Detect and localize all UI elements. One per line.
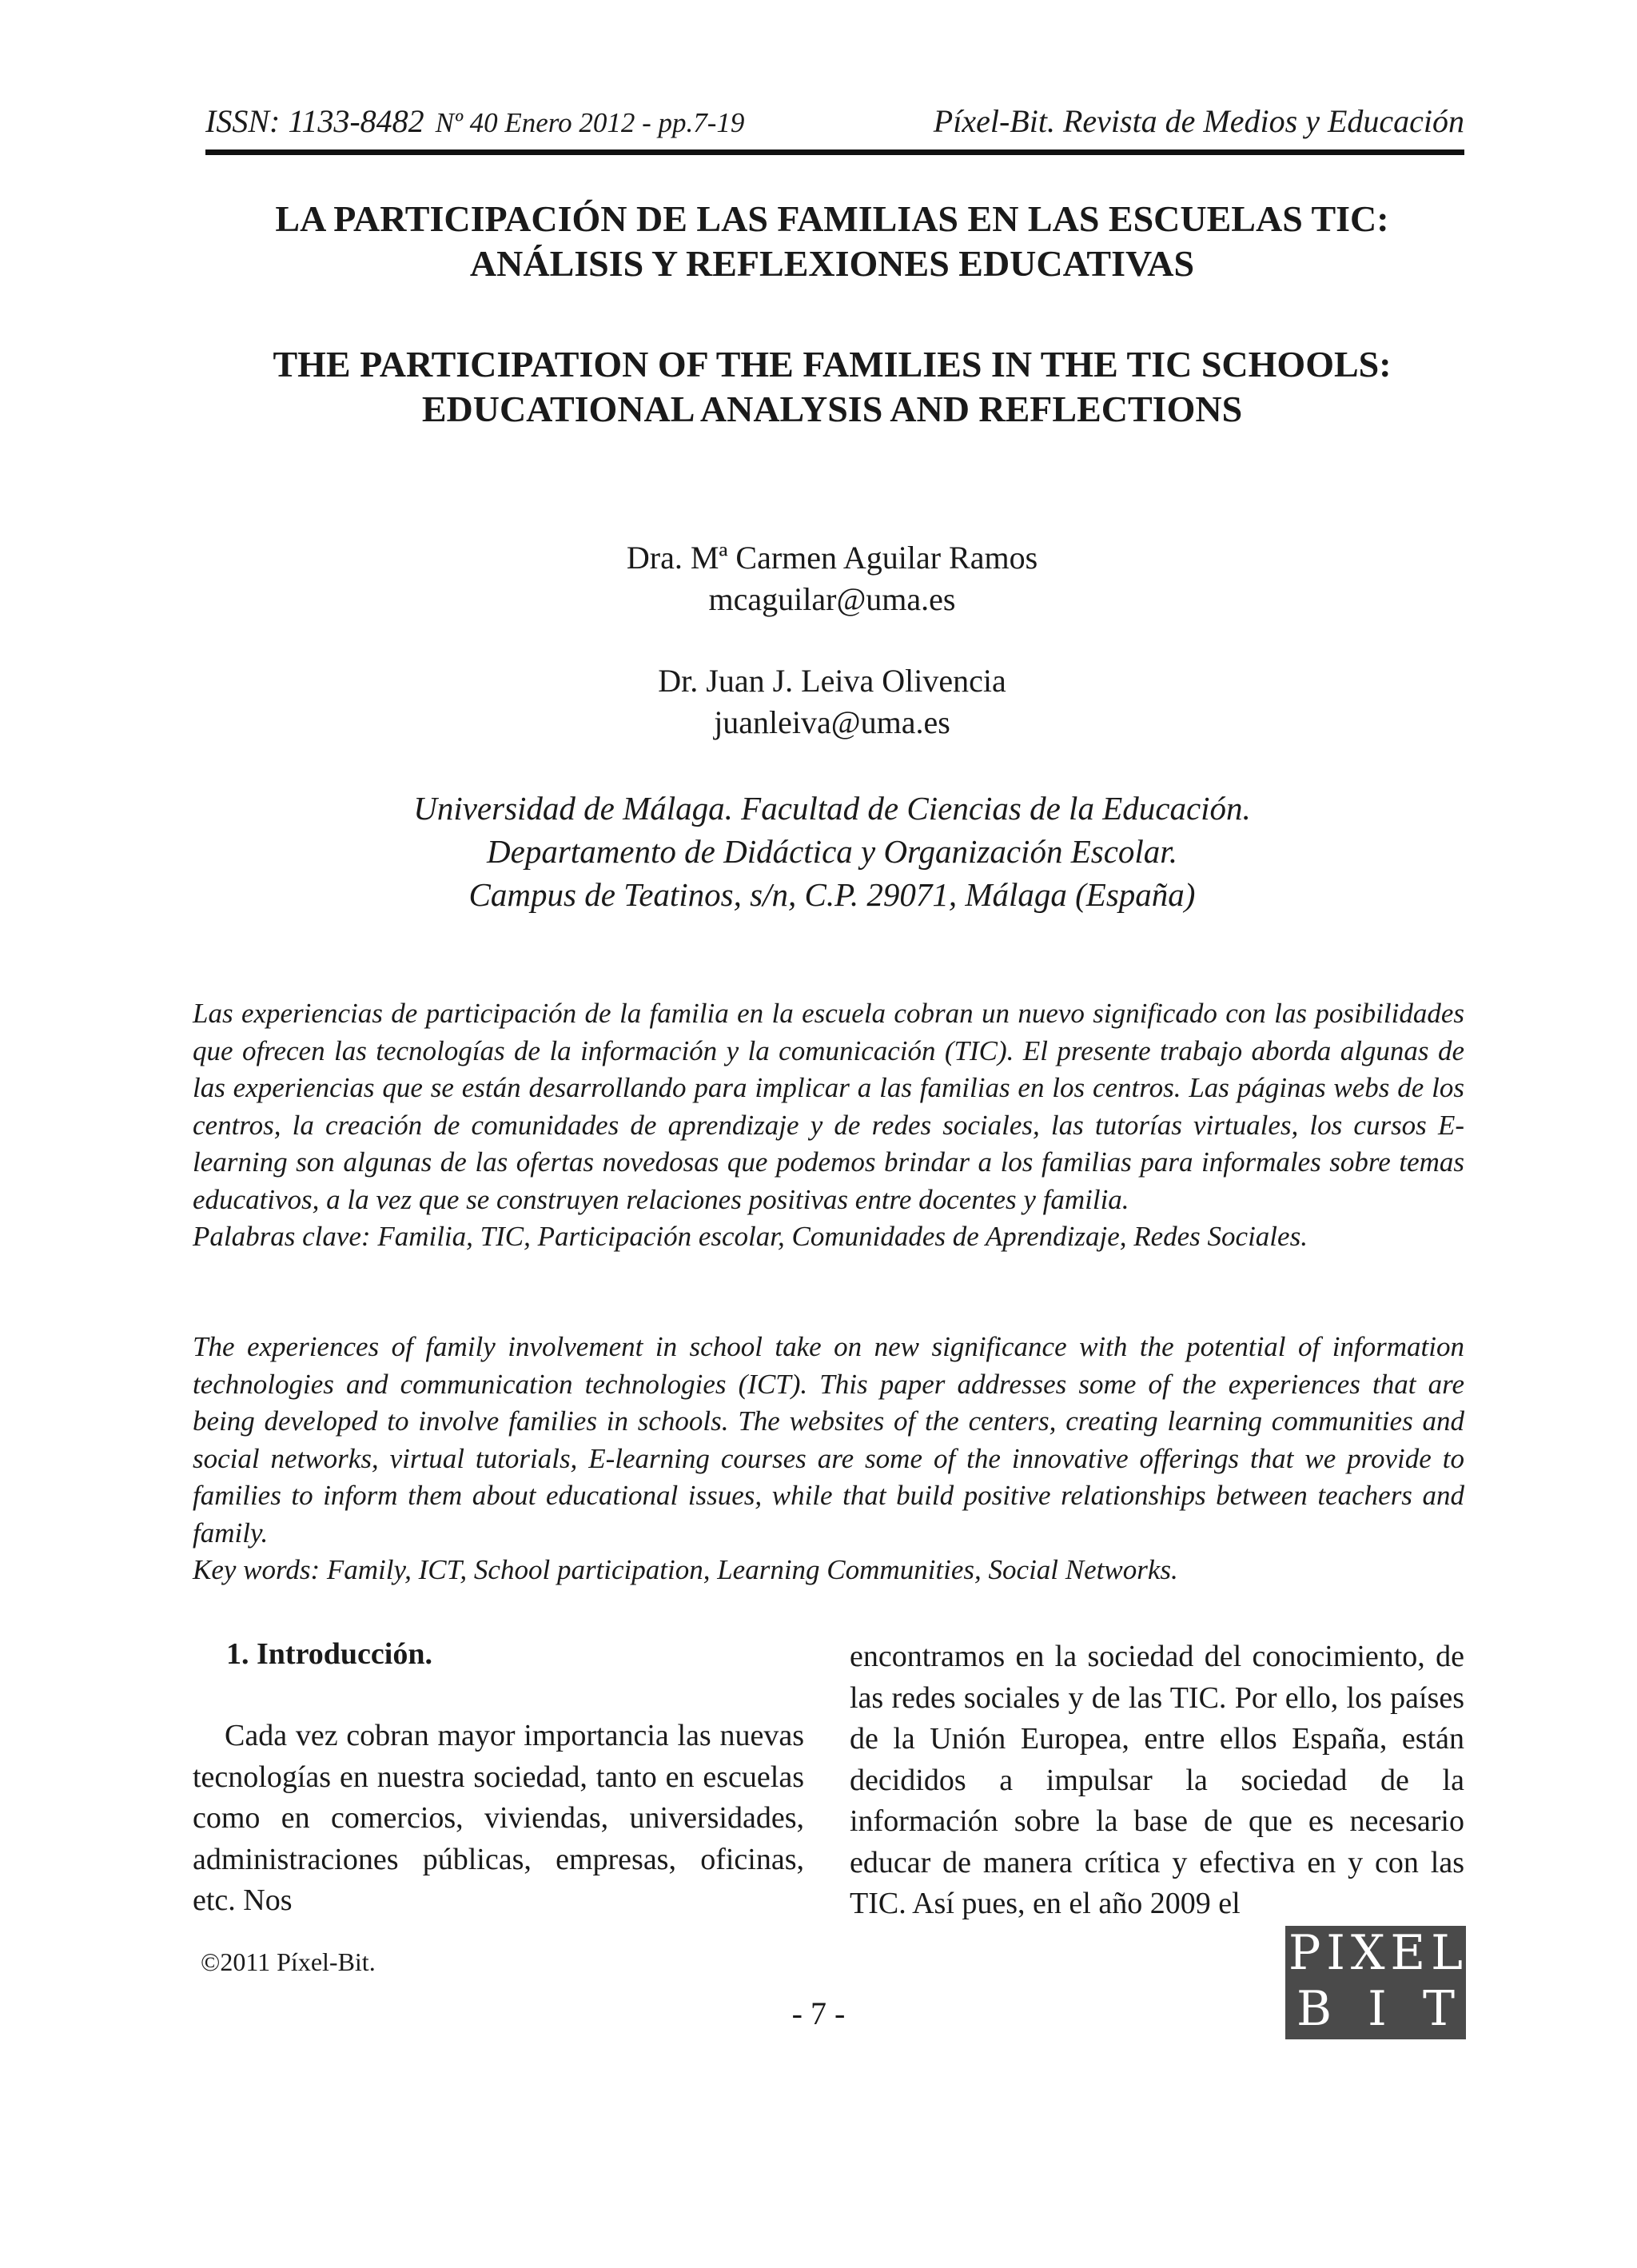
logo-line-1: P I X E L <box>1288 1925 1463 1981</box>
running-header-left <box>205 102 744 140</box>
affiliation <box>120 787 1544 916</box>
title-english <box>120 342 1544 432</box>
affiliation-line-2: Departamento de Didáctica y Organización Escolar. <box>487 833 1177 870</box>
author-2-name: Dr. Juan J. Leiva Olivencia <box>658 663 1006 699</box>
author-1-email: mcaguilar@uma.es <box>708 581 956 617</box>
author-2-email: juanleiva@uma.es <box>714 704 950 740</box>
affiliation-line-1: Universidad de Málaga. Facultad de Ciencias de la Educación. <box>413 790 1251 827</box>
abstract-english-text: The experiences of family involvement in school take on new significance with the potential of information technologies and communication technologies (ICT). This paper addresses some of the experiences that are being developed to involve families in schools. The websites of the centers, creating learning communities and social networks, virtual tutorials, E-learning courses are some of the innovative offerings that we provide to families to inform them about educational issues, while that build positive relationships between teachers and family. <box>193 1331 1464 1549</box>
pixel-bit-logo <box>1285 1926 1466 2039</box>
logo-line-2: B I T <box>1296 1981 1455 2037</box>
journal-name: Píxel-Bit. Revista de Medios y Educación <box>933 103 1464 139</box>
title-spanish-line-2: ANÁLISIS Y REFLEXIONES EDUCATIVAS <box>469 243 1195 284</box>
keywords-spanish: Palabras clave: Familia, TIC, Participación escolar, Comunidades de Aprendizaje, Redes Sociales. <box>193 1221 1308 1252</box>
abstract-english <box>193 1329 1464 1589</box>
issue-info: Nº 40 Enero 2012 - pp.7-19 <box>435 107 745 138</box>
issn: ISSN: 1133-8482 <box>205 103 424 139</box>
affiliation-line-3: Campus de Teatinos, s/n, C.P. 29071, Málaga (España) <box>468 876 1196 913</box>
abstract-spanish <box>193 995 1464 1256</box>
body-column-left: Cada vez cobran mayor importancia las nuevas tecnologías en nuestra sociedad, tanto en escuelas como en comercios, viviendas, universidades, administraciones públicas, empresas, oficinas, etc. Nos <box>193 1719 804 1917</box>
author-1-name: Dra. Mª Carmen Aguilar Ramos <box>626 540 1038 576</box>
title-english-line-2: EDUCATIONAL ANALYSIS AND REFLECTIONS <box>421 389 1243 429</box>
section-heading: 1. Introducción. <box>226 1637 432 1671</box>
abstract-spanish-text: Las experiencias de participación de la familia en la escuela cobran un nuevo significado con las posibilidades que ofrecen las tecnologías de la información y la comunicación (TIC). El presente trabajo aborda algunas de las experiencias que se están desarrollando para implicar a las familias en los centros. Las páginas webs de los centros, la creación de comunidades de aprendizaje y de redes sociales, las tutorías virtuales, los cursos E-learning son algunas de las ofertas novedosas que podemos brindar a los familias para informales sobre temas educativos, a la vez que se construyen relaciones positivas entre docentes y familia. <box>193 998 1464 1215</box>
title-spanish <box>120 197 1544 286</box>
title-spanish-line-1: LA PARTICIPACIÓN DE LAS FAMILIAS EN LAS ESCUELAS TIC: <box>275 198 1389 239</box>
title-english-line-1: THE PARTICIPATION OF THE FAMILIES IN THE TIC SCHOOLS: <box>273 344 1392 385</box>
page-number: - 7 - <box>791 1995 846 2031</box>
body-column-right: encontramos en la sociedad del conocimiento, de las redes sociales y de las TIC. Por ello, los países de la Unión Europea, entre ellos España, están decididos a impulsar la sociedad de la información sobre la base de que es necesario educar de manera crítica y efectiva en y con las TIC. Así pues, en el año 2009 el <box>850 1640 1464 1920</box>
copyright-notice: ©2011 Píxel-Bit. <box>201 1947 376 1976</box>
header-rule <box>205 149 1464 155</box>
keywords-english: Key words: Family, ICT, School participation, Learning Communities, Social Networks. <box>193 1554 1178 1585</box>
